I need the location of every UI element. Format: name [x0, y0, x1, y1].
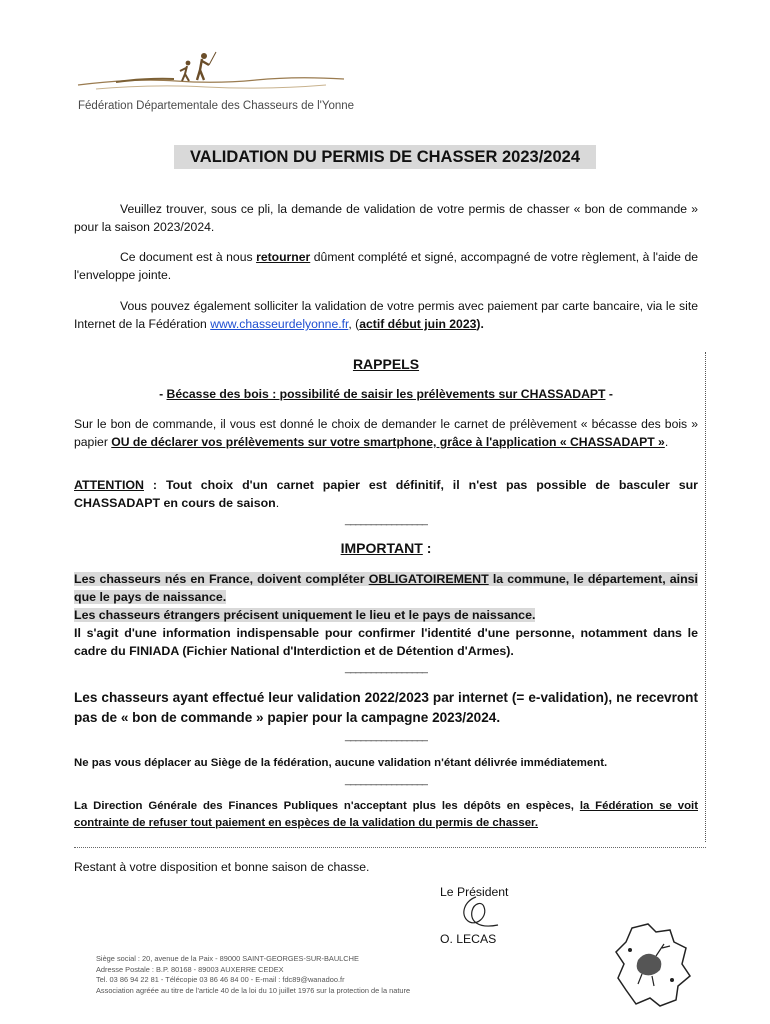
footer-line-3: Tel. 03 86 94 22 81 - Télécopie 03 86 46 84 00 - E-mail : fdc89@wanadoo.fr [96, 975, 345, 984]
footer-address [96, 954, 410, 996]
section-bottom-border [74, 847, 706, 848]
separator-4: ________________ [345, 774, 427, 786]
active-date-emphasis: actif début juin 2023 [359, 317, 477, 331]
closing-text: Restant à votre disposition et bonne saison de chasse. [74, 860, 370, 874]
separator-3: ________________ [345, 730, 427, 742]
important-p1-end: la commune, le département, ainsi que le pays de naissance. [74, 572, 698, 604]
footer-line-4: Association agréée au titre de l'article 40 de la loi du 10 juillet 1976 sur la protection de la nature [96, 985, 411, 995]
federation-website-link[interactable]: www.chasseurdelyonne.fr [210, 317, 349, 331]
page-title: VALIDATION DU PERMIS DE CHASSER 2023/2024 [174, 145, 596, 169]
attention-text: : Tout choix d'un carnet papier est définitif, il n'est pas possible de basculer sur CHASSADAPT en cours de saison [74, 478, 698, 510]
attention-end: . [275, 496, 280, 510]
footer-line-1: Siège social : 20, avenue de la Paix - 89000 SAINT-GEORGES-SUR-BAULCHE [96, 954, 359, 963]
important-paragraph-2 [74, 606, 698, 624]
rappels-p1-text: Sur le bon de commande, il vous est donné le choix de demander le carnet de prélèvement « bécasse des bois » papier [74, 417, 698, 449]
yonne-map-icon [612, 920, 694, 1010]
sub-dash-start: - [159, 387, 167, 401]
dgfip-text: La Direction Générale des Finances Publiques n'acceptant plus les dépôts en espèces, [74, 800, 580, 812]
sub-dash-end: - [605, 387, 613, 401]
federation-name: Fédération Départementale des Chasseurs de l'Yonne [78, 100, 355, 112]
no-visit-paragraph: Ne pas vous déplacer au Siège de la fédération, aucune validation n'étant délivrée immédiatement. [74, 757, 608, 769]
signature-role: Le Président [440, 885, 509, 899]
rappels-p1-end: . [664, 435, 669, 449]
foreign-hunters-text: Les chasseurs étrangers précisent uniquement le lieu et le pays de naissance. [74, 608, 536, 622]
important-colon: : [422, 540, 432, 556]
footer-line-2: Adresse Postale : B.P. 80168 - 89003 AUXERRE CEDEX [96, 964, 284, 974]
intro-paragraph-2 [74, 248, 698, 284]
obligatoirement-emphasis: OBLIGATOIREMENT [368, 572, 489, 586]
rappels-subheading [74, 387, 698, 401]
intro-paragraph-3 [74, 297, 698, 333]
hunters-logo-icon [76, 48, 346, 98]
becasse-subheading: Bécasse des bois : possibilité de saisir les prélèvements sur CHASSADAPT [166, 387, 606, 401]
separator-2: ________________ [345, 662, 427, 674]
intro-p3-text: Vous pouvez également solliciter la validation de votre permis avec paiement par carte bancaire, via le site Internet de la Fédération [74, 299, 698, 331]
retourner-emphasis: retourner [256, 250, 311, 264]
intro-paragraph-1: Veuillez trouver, sous ce pli, la demande de validation de votre permis de chasser « bon de commande » pour la saison 2023/2024. [74, 202, 698, 234]
rappels-heading: RAPPELS [352, 356, 420, 372]
signature-scribble [454, 895, 504, 936]
important-paragraph-3: Il s'agit d'une information indispensable pour confirmer l'identité d'une personne, notamment dans le cadre du FINIADA (Fichier National d'Interdiction et de Détention d'Armes). [74, 626, 698, 658]
cash-refusal-emphasis: la Fédération se voit contrainte de refuser tout paiement en espèces de la validation du permis de chasser. [74, 800, 698, 829]
important-label: IMPORTANT [340, 540, 423, 556]
intro-p3-sep: , ( [348, 317, 360, 331]
handwritten-signature-icon [454, 895, 504, 931]
intro-p3-end: ). [476, 317, 484, 331]
signature-name: O. LECAS [440, 932, 497, 946]
chassadapt-option: OU de déclarer vos prélèvements sur votre smartphone, grâce à l'application « CHASSADAPT » [111, 435, 665, 449]
cash-payment-paragraph [74, 798, 698, 832]
birth-highlight [74, 572, 698, 604]
important-heading [74, 540, 698, 556]
attention-paragraph [74, 476, 698, 512]
important-paragraph-1 [74, 570, 698, 606]
attention-label: ATTENTION [74, 478, 144, 492]
intro-p2-text-end: dûment complété et signé, accompagné de votre règlement, à l'aide de l'enveloppe jointe. [74, 250, 698, 282]
separator-1: ________________ [345, 514, 427, 526]
department-map-emblem [612, 920, 694, 1010]
e-validation-paragraph: Les chasseurs ayant effectué leur validation 2022/2023 par internet (= e-validation), ne recevront pas de « bon de commande » papier pour la campagne 2023/2024. [74, 690, 698, 725]
federation-logo [76, 48, 346, 98]
rappels-paragraph-1 [74, 415, 698, 451]
important-p1-text: Les chasseurs nés en France, doivent compléter [74, 572, 369, 586]
section-border [705, 352, 706, 842]
intro-p2-text: Ce document est à nous [120, 250, 257, 264]
